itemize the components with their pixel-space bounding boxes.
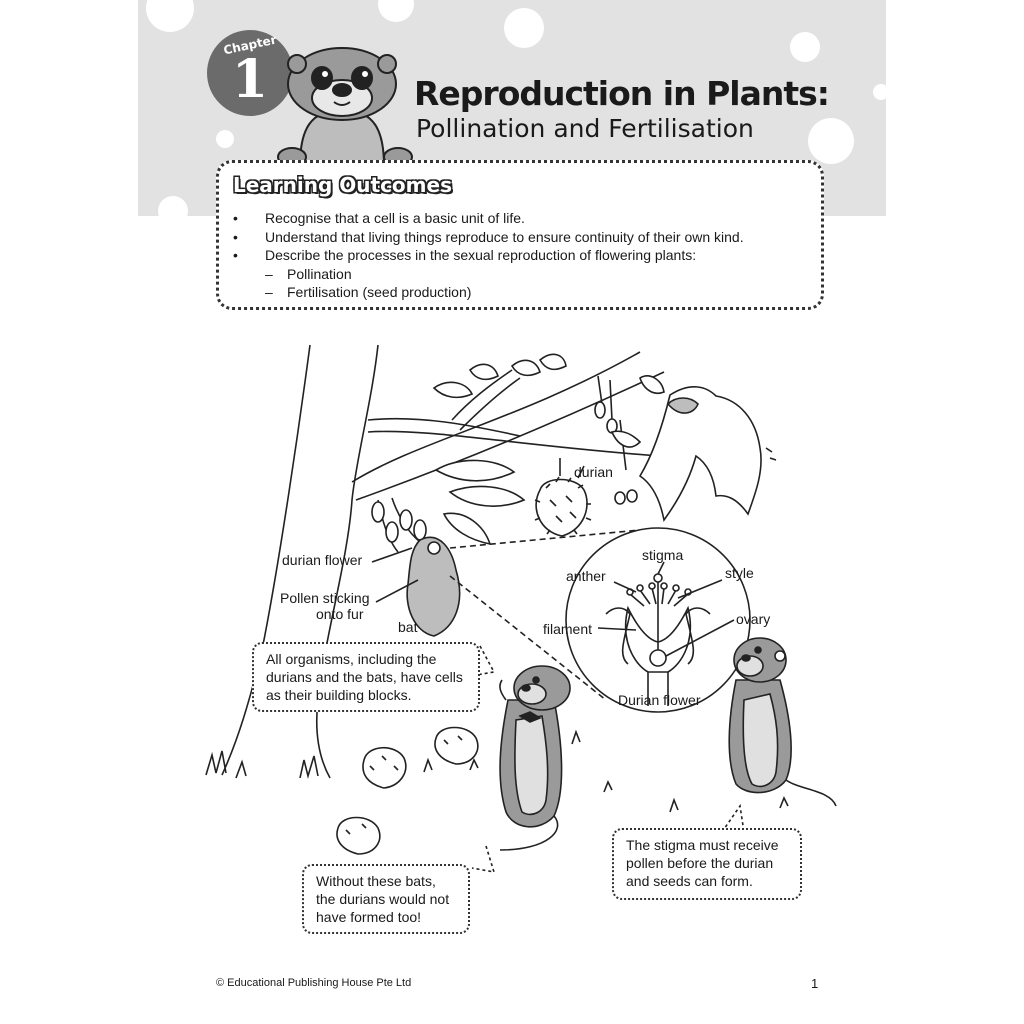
chapter-number: 1 [231, 49, 269, 110]
page-number: 1 [811, 976, 819, 991]
label-ovary: ovary [736, 611, 771, 627]
label-durian: durian [574, 464, 613, 480]
label-durian-flower-caption: Durian flower [618, 692, 701, 708]
list-item: • Understand that living things reproduce to ensure continuity of their own kind. [233, 228, 744, 245]
list-item: • Describe the processes in the sexual reproduction of flowering plants: – Pollination – Fertilisation (seed production) [231, 246, 744, 302]
list-item: – Fertilisation (seed production) [265, 284, 472, 300]
label-filament: filament [543, 621, 593, 637]
speech-bubble-organisms: All organisms, including the durians and the bats, have cells as their building blocks. [252, 642, 480, 712]
label-stigma: stigma [642, 547, 684, 563]
label-pollen-line1: Pollen sticking [280, 590, 370, 606]
label-anther: anther [566, 568, 606, 584]
learning-outcomes-heading: Learning Outcomes [233, 173, 452, 197]
page-title: Reproduction in Plants: [414, 74, 829, 113]
page-subtitle: Pollination and Fertilisation [416, 114, 754, 143]
label-bat: bat [398, 619, 418, 635]
list-item: – Pollination [265, 265, 352, 282]
speech-bubble-without-bats: Without these bats, the durians would not have formed too! [302, 864, 470, 934]
label-pollen-line2: onto fur [316, 606, 364, 622]
speech-bubble-stigma: The stigma must receive pollen before the durian and seeds can form. [612, 828, 802, 900]
label-style: style [725, 565, 754, 581]
list-item: • Recognise that a cell is a basic unit of life. [233, 210, 525, 226]
copyright-text: © Educational Publishing House Pte Ltd [216, 977, 412, 989]
chapter-word: Chapter [222, 32, 278, 58]
label-durian-flower: durian flower [282, 552, 363, 568]
